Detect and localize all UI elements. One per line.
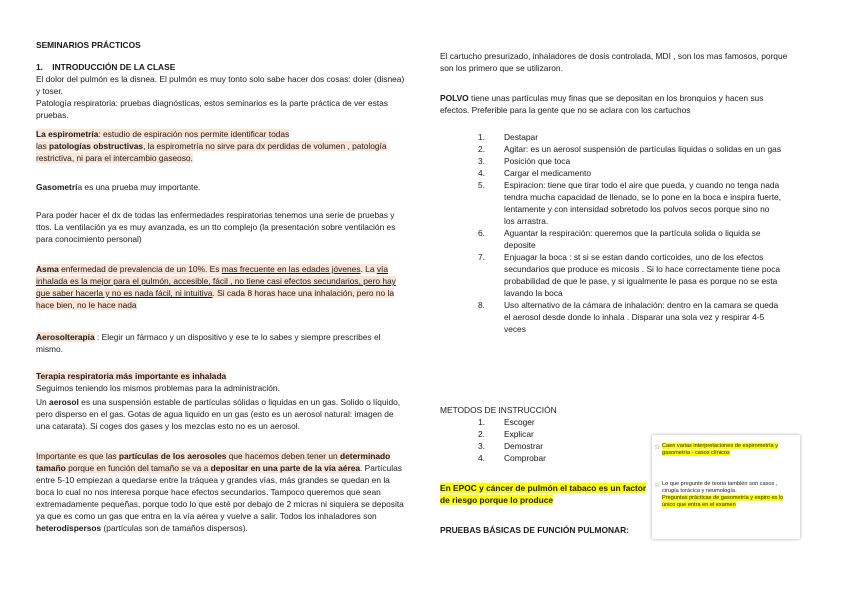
seminar-title: SEMINARIOS PRÁCTICOS	[36, 40, 141, 50]
metodo-item-number: 1.	[478, 417, 485, 427]
terapia-paragraph: Seguimos teniendo los mismos problemas para la administración.	[36, 383, 280, 393]
metodo-item	[478, 452, 678, 464]
comment-note-2[interactable]: ☆ Lo que pregunte de teoria también son casos , cirugía torácica y neumología. Preguntas prácticas de gasometría y espiro es lo único que entra en el examen	[654, 481, 784, 508]
step-item-text: Enjuagar la boca : st si se estan dando corticoides, uno de los efectos secundarios que produce es micosis . Si lo hace correctamente tiene poca probabilidad de que le pase, y si igualmente le pasa es porque no se esta lavando la boca	[504, 252, 781, 298]
star-icon: ☆	[654, 444, 661, 451]
step-item-text: Cargar el medicamento	[504, 168, 592, 178]
intro-paragraph-1: El dolor del pulmón es la disnea. El pulmón es muy tonto solo sabe hacer dos cosas: doler (disnea) y toser.	[36, 74, 405, 96]
step-item	[478, 143, 782, 155]
particulas-paragraph: Importante es que las partículas de los aerosoles que hacemos deben tener un determinado tamaño porque en función del tamaño se va a depositar en una parte de la vía aérea. Partículas entre 5-10 empiezan a quedarse entre la tráquea y grandes vías, más grandes se quedan en la boca lo cual no nos interesa porque hace efectos secundarios. Tampoco queremos que sean extremadamente pequeñas, porque todo lo que esté por debajo de 2 micras ni siquiera se deposita ya que es como un gas que entra en la vía aérea y vuelve a salir. Todos los inhaladores son heterodispersos (partículas son de tamaños dispersos).	[36, 451, 404, 533]
step-item-number: 2.	[478, 144, 485, 154]
step-item	[478, 131, 782, 143]
step-item-number: 4.	[478, 168, 485, 178]
intro-heading: 1. INTRODUCCIÓN DE LA CLASE	[36, 62, 176, 72]
intro-paragraph-2: Patología respiratoria: pruebas diagnósticas, estos seminarios es la parte práctica de ver estas pruebas.	[36, 98, 388, 120]
comment-note-1[interactable]: ☆ Caen varias interpretaciones de espirometría y gasometría - casos clínicos	[654, 443, 778, 456]
step-item-number: 3.	[478, 156, 485, 166]
metodos-list	[478, 416, 678, 464]
step-item-number: 1.	[478, 132, 485, 142]
aerosolterapia-paragraph: Aerosolterapia : Elegir un fármaco y un dispositivo y ese te lo sabes y siempre prescribes el mismo.	[36, 332, 381, 354]
metodo-item-number: 4.	[478, 453, 485, 463]
star-icon: ☆	[654, 482, 661, 489]
polvo-paragraph: POLVO tiene unas partículas muy finas que se depositan en los bronquios y hacen sus efectos. Preferible para la gente que no se aclara con los cartuchos	[440, 93, 764, 115]
asma-paragraph: Asma enfermedad de prevalencia de un 10%. Es mas frecuente en las edades jóvenes. La vía inhalada es la mejor para el pulmón, accesible, fácil , no tiene casi efectos secundarios, pero hay que saber hacerla y no es nada fácil, ni intuitiva. Si cada 8 horas hace una inhalación, pero no la hace bien, no le hace nada	[36, 264, 396, 310]
step-item-text: Agitar: es un aerosol suspensión de partículas liquidas o solidas en un gas	[504, 144, 782, 154]
aerosol-paragraph: Un aerosol es una suspensión estable de partículas sólidas o liquidas en un gas. Solido o líquido, pero disperso en el gas. Gotas de agua liquido en un gas (esto es un aerosol natural: imagen de una catarata). Si coges dos gases y los mezclas esto no es un aerosol.	[36, 397, 401, 431]
metodo-item-text: Escoger	[504, 417, 535, 427]
espirometria-paragraph: La espirometría: estudio de espiración nos permite identificar todas las patologías obstructivas, la espirometría no sirve para dx perdidas de volumen , patología restrictiva, ni para el intercambio gaseoso.	[36, 129, 387, 163]
step-item	[478, 251, 782, 299]
step-item	[478, 167, 782, 179]
pruebas-heading: PRUEBAS BÁSICAS DE FUNCIÓN PULMONAR:	[440, 525, 629, 535]
metodo-item-number: 3.	[478, 441, 485, 451]
step-item-text: Posición que toca	[504, 156, 571, 166]
cartucho-paragraph: El cartucho presurizado, inhaladores de dosis controlada, MDI , son los mas famosos, porque son los primero que se utilizaron.	[440, 51, 788, 73]
step-item-number: 8.	[478, 300, 485, 310]
dx-paragraph: Para poder hacer el dx de todas las enfermedades respiratorias tenemos una serie de pruebas y ttos. La ventilación ya es muy avanzada, es un tto complejo (la presentación sobre ventilación es para conocimiento personal)	[36, 210, 396, 244]
metodo-item-number: 2.	[478, 429, 485, 439]
comments-panel	[652, 435, 800, 539]
metodo-item-text: Comprobar	[504, 453, 546, 463]
metodo-item	[478, 428, 678, 440]
step-item-number: 6.	[478, 228, 485, 238]
step-item	[478, 299, 782, 335]
metodos-heading: METODOS DE INSTRUCCIÓN	[440, 405, 557, 415]
step-item-text: Espiracion: tiene que tirar todo el aire que pueda, y cuando no tenga nada tendra mucha capacidad de llenado, se lo pone en la boca e inspira fuerte, lentamente y con intensidad sobretodo los polvos secos porque sino no los arrastra.	[504, 180, 782, 226]
steps-list	[478, 131, 782, 335]
epoc-paragraph: En EPOC y cáncer de pulmón el tabaco es un factor de riesgo porque lo produce	[440, 483, 647, 505]
step-item	[478, 155, 782, 167]
step-item-number: 5.	[478, 180, 485, 190]
metodo-item	[478, 416, 678, 428]
step-item-text: Aguantar la respiración: queremos que la partícula solida o liquida se deposite	[504, 228, 761, 250]
metodo-item-text: Explicar	[504, 429, 534, 439]
gasometria-paragraph: Gasometría es una prueba muy importante.	[36, 182, 201, 192]
metodo-item	[478, 440, 678, 452]
step-item-text: Destapar	[504, 132, 538, 142]
terapia-heading: Terapia respiratoria más importante es inhalada	[36, 371, 227, 381]
step-item	[478, 227, 782, 251]
step-item	[478, 179, 782, 227]
metodo-item-text: Demostrar	[504, 441, 544, 451]
step-item-text: Uso alternativo de la cámara de inhalación: dentro en la camara se queda el aerosol desde donde lo inhala . Disparar una sola vez y respirar 4-5 veces	[504, 300, 779, 334]
step-item-number: 7.	[478, 252, 485, 262]
